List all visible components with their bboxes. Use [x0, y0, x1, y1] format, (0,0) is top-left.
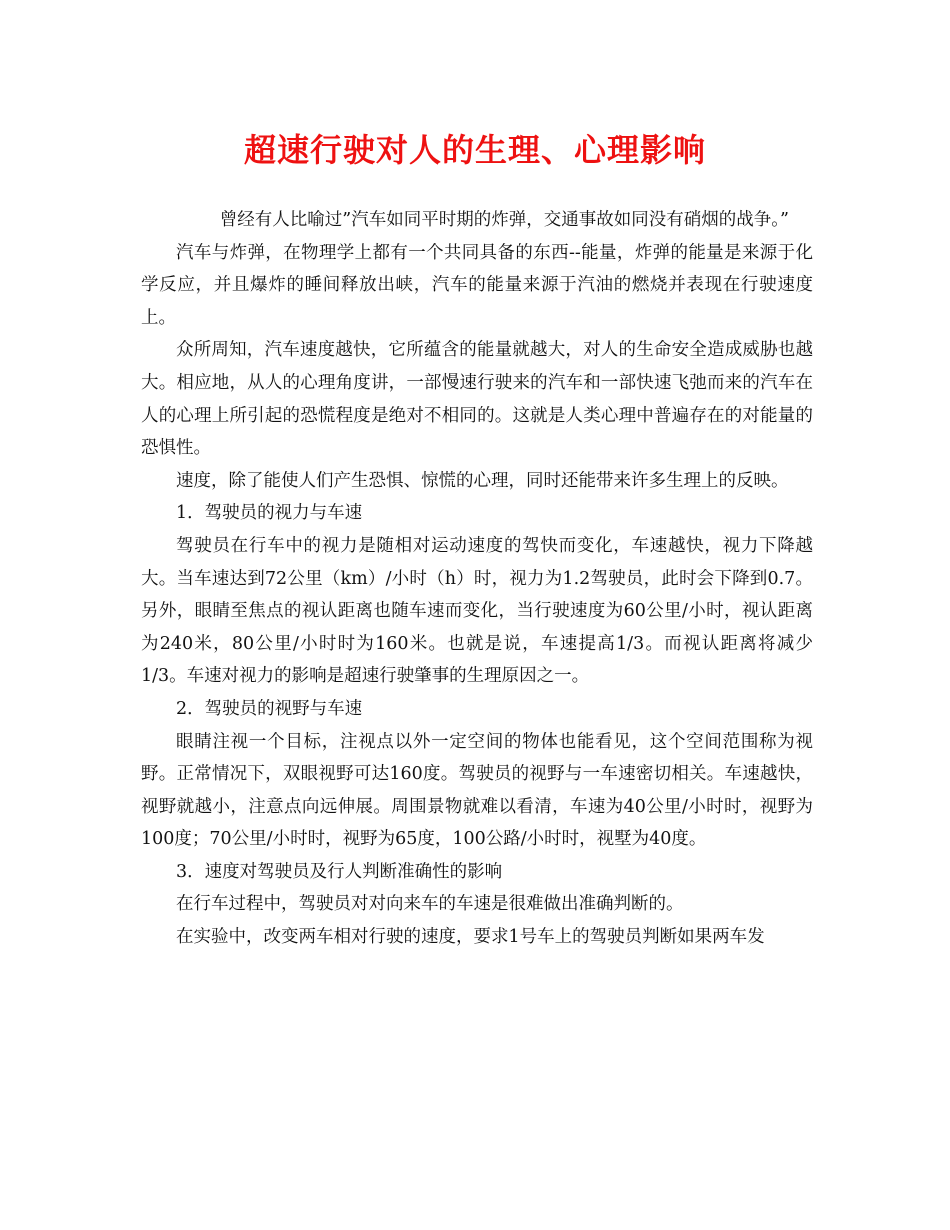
paragraph-experiment: 在实验中，改变两车相对行驶的速度，要求1号车上的驾驶员判断如果两车发 — [176, 927, 765, 948]
document-body — [141, 204, 813, 954]
paragraph-energy-comparison: 汽车与炸弹，在物理学上都有一个共同具备的东西--能量，炸弹的能量是来源于化学反应，并且爆炸的睡间释放出峡，汽车的能量来源于汽油的燃烧并表现在行驶速度上。 — [141, 242, 813, 328]
document-title: 超速行驶对人的生理、心理影响 — [243, 131, 706, 169]
paragraph-intro-quote: 曾经有人比喻过”汽车如同平时期的炸弹，交通事故如同没有硝烟的战争。” — [219, 210, 789, 230]
section-heading-field-of-view: 2．驾驶员的视野与车速 — [176, 698, 363, 719]
paragraph-speed-fear: 众所周知，汽车速度越快，它所蕴含的能量就越大，对人的生命安全造成威胁也越大。相应地，从人的心理角度讲，一部慢速行驶来的汽车和一部快速飞弛而来的汽车在人的心理上所引起的恐慌程度是绝对不相同的。这就是人类心理中普遍存在的对能量的恐惧性。 — [141, 340, 813, 459]
paragraph-field-of-view: 眼睛注视一个目标，注视点以外一定空间的物体也能看见，这个空间范围称为视野。正常情况下，双眼视野可达160度。驾驶员的视野与一车速密切相关。车速越快，视野就越小，注意点向远伸展。周围景物就难以看清，车速为40公里/小时时，视野为100度；70公里/小时时，视野为65度，100公路/小时时，视墅为40度。 — [141, 731, 813, 850]
section-heading-vision: 1．驾驶员的视力与车速 — [176, 503, 363, 524]
section-heading-judgment: 3．速度对驾驶员及行人判断准确性的影响 — [176, 861, 503, 882]
paragraph-vision-speed: 驾驶员在行车中的视力是随相对运动速度的驾快而变化，车速越快，视力下降越大。当车速达到72公里（km）/小时（h）时，视力为1.2驾驶员，此时会下降到0.7。另外，眼睛至焦点的视认距离也随车速而变化，当行驶速度为60公里/小时，视认距离为240米，80公里/小时时为160米。也就是说，车速提高1/3。而视认距离将减少1/3。车速对视力的影响是超速行驶肇事的生理原因之一。 — [141, 535, 813, 687]
paragraph-physiological-effects: 速度，除了能使人们产生恐惧、惊慌的心理，同时还能带来许多生理上的反映。 — [176, 470, 789, 491]
paragraph-oncoming-speed: 在行车过程中，驾驶员对对向来车的车速是很难做出准确判断的。 — [176, 894, 684, 915]
